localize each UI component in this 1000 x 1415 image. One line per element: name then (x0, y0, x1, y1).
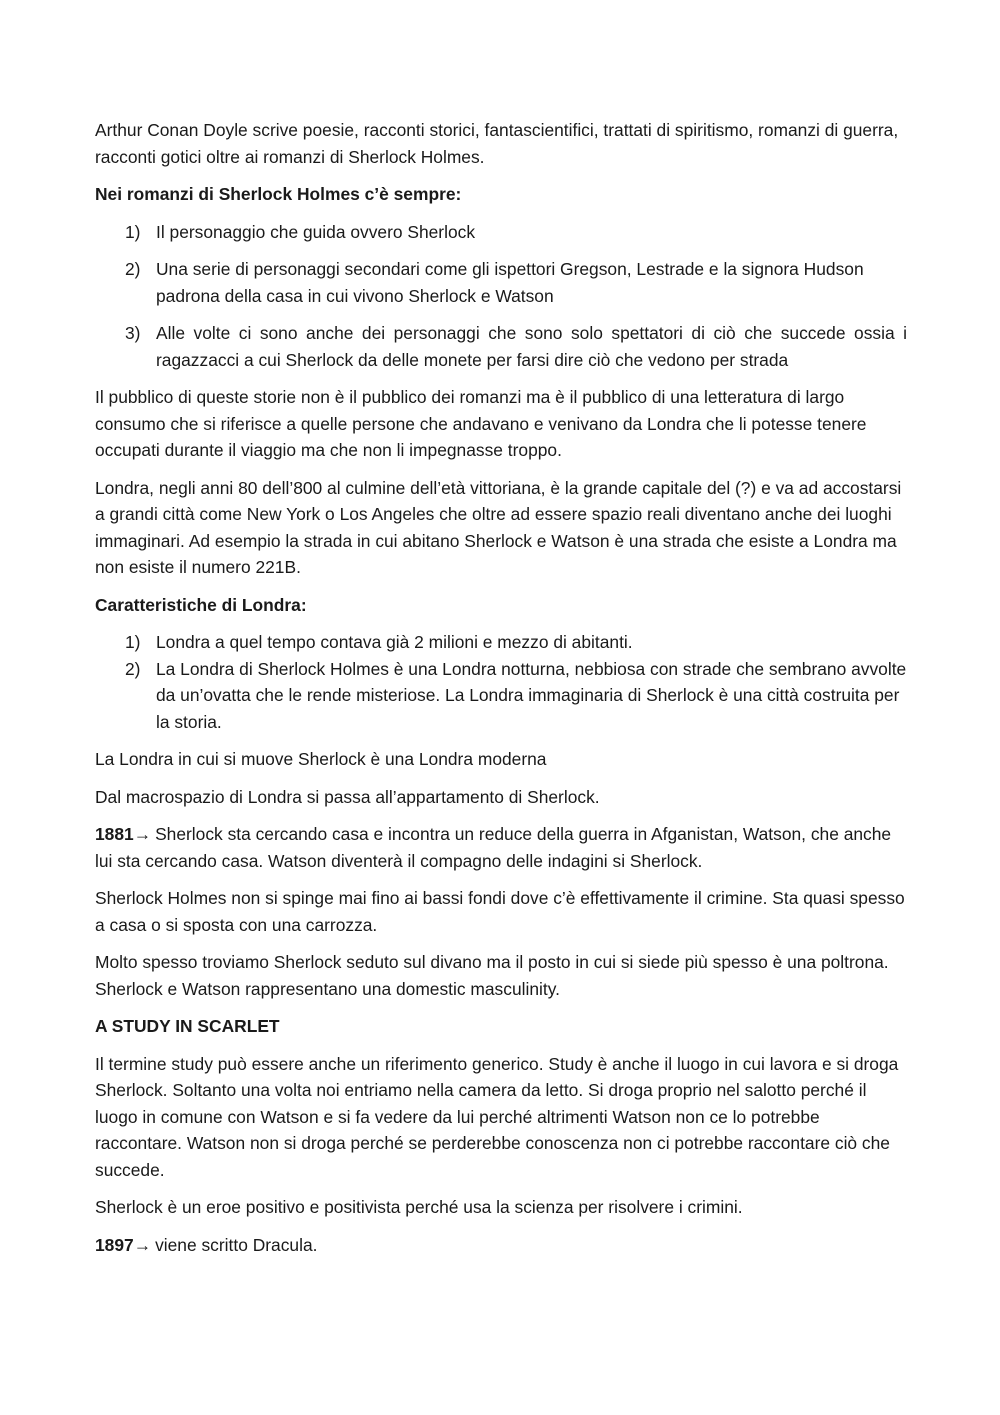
list-romanzi (95, 219, 907, 374)
list-item-text: Londra a quel tempo contava già 2 milioni e mezzo di abitanti. (156, 632, 633, 652)
list-item-number: 2) (125, 658, 141, 679)
bassifondi-paragraph: Sherlock Holmes non si spinge mai fino ai bassi fondi dove c’è effettivamente il crimine. Sta quasi spesso a casa o si sposta con una carrozza. (95, 888, 905, 935)
list-item (95, 629, 907, 656)
list-londra (95, 629, 907, 735)
paragraph-text: viene scritto Dracula. (155, 1234, 318, 1255)
arrow-right-icon: → (133, 1234, 152, 1255)
londra-paragraph: Londra, negli anni 80 dell’800 al culmine dell’età vittoriana, è la grande capitale del (?) e va ad accostarsi a grandi città come New York o Los Angeles che oltre ad essere spazio reali diventano anche dei luoghi immaginari. Ad esempio la strada in cui abitano Sherlock e Watson è una strada che esiste a Londra ma non esiste il numero 221B. (95, 477, 902, 577)
list-item-text: Il personaggio che guida ovvero Sherlock (156, 221, 476, 242)
macrospazio-paragraph: Dal macrospazio di Londra si passa all’appartamento di Sherlock. (95, 786, 600, 807)
list-item (95, 256, 907, 309)
heading-romanzi: Nei romanzi di Sherlock Holmes c’è sempre: (95, 184, 462, 204)
arrow-right-icon: → (133, 824, 152, 844)
list-item-text: Una serie di personaggi secondari come gli ispettori Gregson, Lestrade e la signora Hudson padrona della casa in cui vivono Sherlock e Watson (156, 259, 864, 306)
list-item-number: 1) (125, 221, 141, 242)
paragraph-1897 (95, 1232, 907, 1259)
list-item-text: La Londra di Sherlock Holmes è una Londra notturna, nebbiosa con strade che sembrano avvolte da un’ovatta che le rende misteriose. La Londra immaginaria di Sherlock è una città costruita per la storia. (156, 658, 907, 732)
paragraph-text: Sherlock sta cercando casa e incontra un reduce della guerra in Afganistan, Watson, che anche lui sta cercando casa. Watson diventerà il compagno delle indagini si Sherlock. (95, 824, 892, 871)
list-item-number: 1) (125, 632, 141, 652)
list-item (95, 320, 907, 373)
year-label: 1881 (95, 824, 134, 844)
paragraph-1881 (95, 821, 907, 874)
list-item (95, 656, 907, 736)
study-paragraph: Il termine study può essere anche un riferimento generico. Study è anche il luogo in cui lavora e si droga Sherlock. Soltanto una volta noi entriamo nella camera da letto. Si droga proprio nel salotto perché il luogo in comune con Watson e si fa vedere da lui perché altrimenti Watson non ce lo potrebbe raccontare. Watson non si droga perché se perderebbe conoscenza non ci potrebbe raccontare ciò che succede. (95, 1053, 899, 1180)
heading-londra: Caratteristiche di Londra: (95, 594, 307, 615)
year-label: 1897 (95, 1234, 134, 1255)
moderna-paragraph: La Londra in cui si muove Sherlock è una Londra moderna (95, 749, 547, 769)
list-item-number: 2) (125, 259, 141, 279)
pubblico-paragraph: Il pubblico di queste storie non è il pubblico dei romanzi ma è il pubblico di una letteratura di largo consumo che si riferisce a quelle persone che andavano e venivano da Londra che li potesse tenere occupati durante il viaggio ma che non li impegnasse troppo. (95, 387, 867, 460)
heading-study: A STUDY IN SCARLET (95, 1016, 280, 1036)
list-item (95, 219, 907, 246)
eroe-paragraph: Sherlock è un eroe positivo e positivista perché usa la scienza per risolvere i crimini. (95, 1197, 743, 1217)
list-item-text: Alle volte ci sono anche dei personaggi che sono solo spettatori di ciò che succede ossia i ragazzacci a cui Sherlock da delle monete per farsi dire ciò che vedono per strada (156, 323, 907, 370)
divano-paragraph: Molto spesso troviamo Sherlock seduto sul divano ma il posto in cui si siede più spesso è una poltrona. Sherlock e Watson rappresentano una domestic masculinity. (95, 952, 889, 999)
list-item-number: 3) (125, 323, 141, 343)
intro-paragraph: Arthur Conan Doyle scrive poesie, racconti storici, fantascientifici, trattati di spiritismo, romanzi di guerra, racconti gotici oltre ai romanzi di Sherlock Holmes. (95, 120, 899, 167)
document-page (95, 117, 907, 1269)
